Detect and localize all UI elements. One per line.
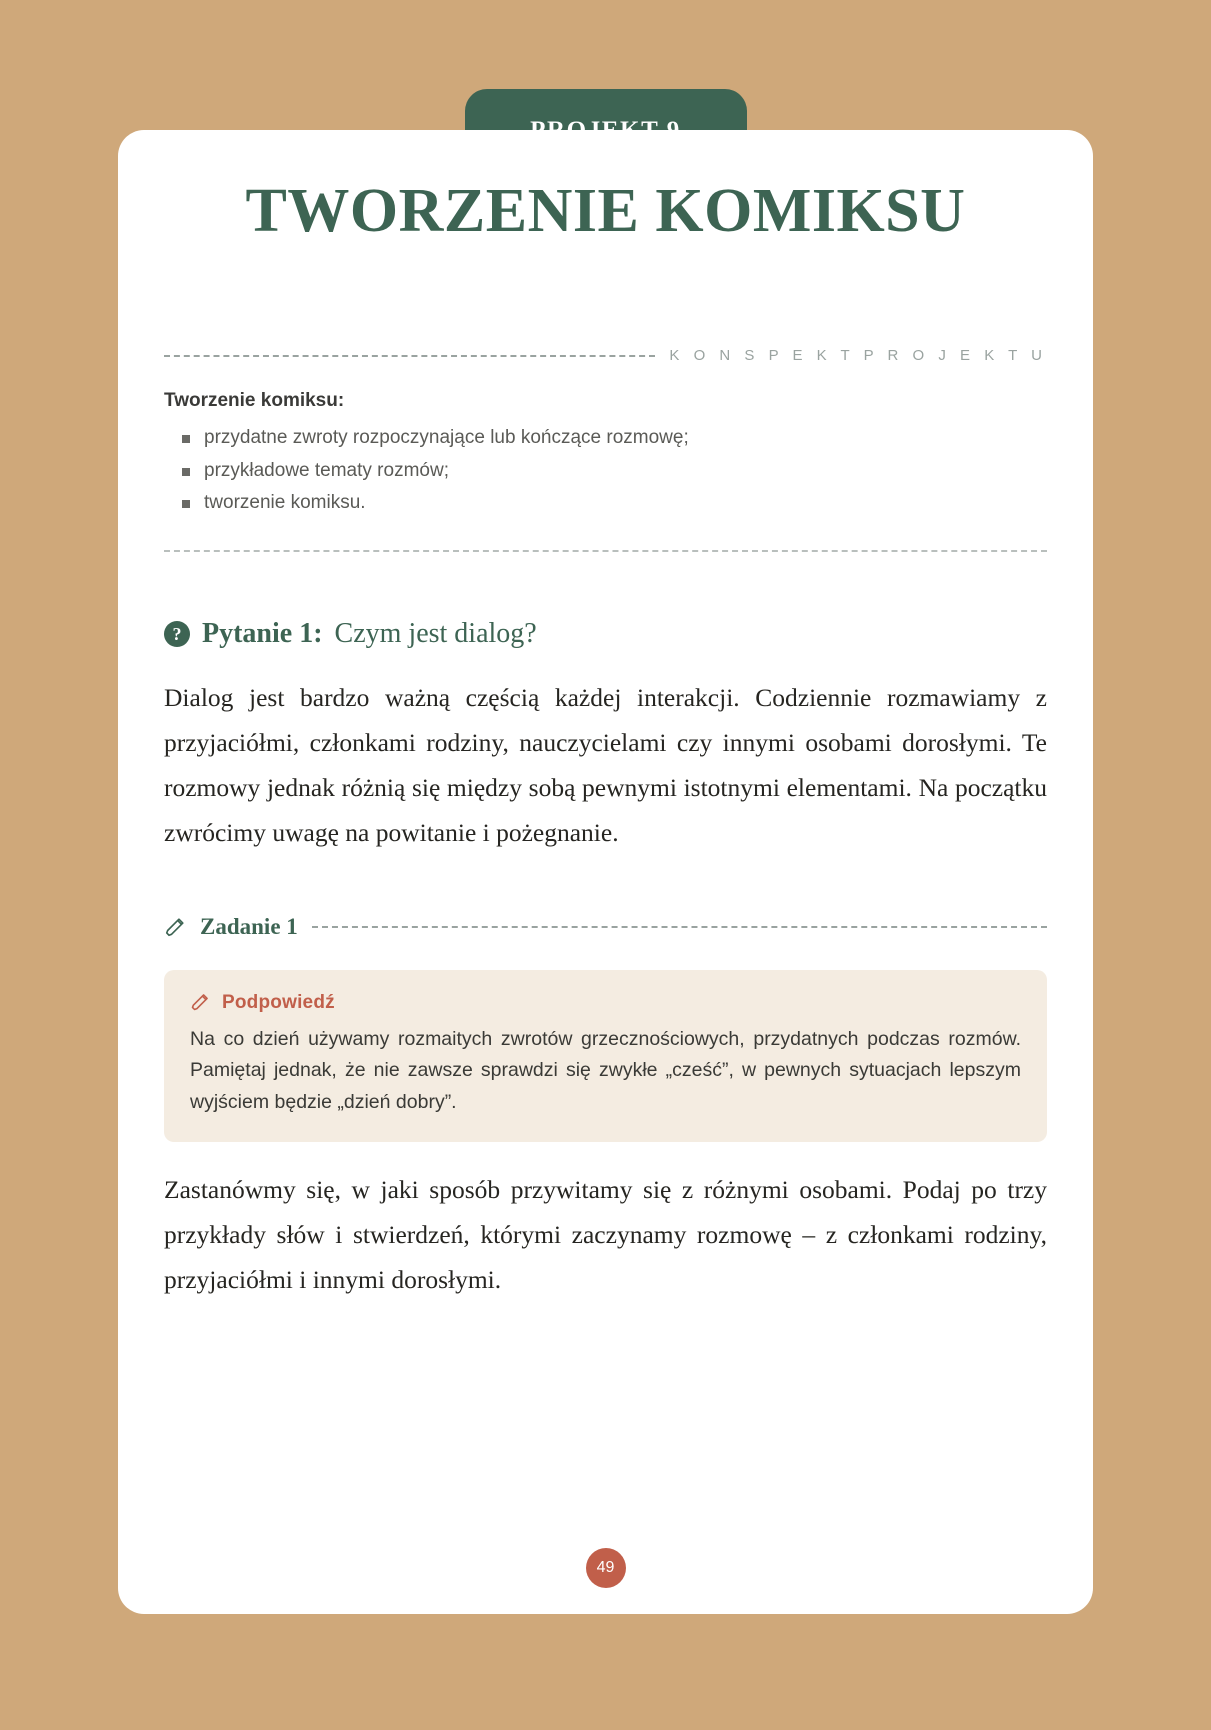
page-content xyxy=(164,130,1047,1303)
konspekt-label: K O N S P E K T P R O J E K T U xyxy=(669,347,1047,364)
page-title: TWORZENIE KOMIKSU xyxy=(245,177,966,245)
question-label: Pytanie 1: xyxy=(202,618,323,650)
task-label: Zadanie 1 xyxy=(200,913,298,939)
konspekt-divider-row xyxy=(164,347,1047,364)
question-mark-icon: ? xyxy=(164,621,190,647)
task-heading-row xyxy=(164,914,1047,940)
konspekt-heading: Tworzenie komiksu: xyxy=(164,390,345,411)
hint-body: Na co dzień używamy rozmaitych zwrotów grzecznościowych, przydatnych podczas rozmów. Pamiętaj jednak, że nie zawsze sprawdzi się zwykłe „cześć”, w pewnych sytuacjach lepszym wyjściem będzie „dzień dobry”. xyxy=(190,1027,1021,1113)
question-text: Czym jest dialog? xyxy=(334,618,537,650)
divider-dashed-task xyxy=(312,926,1047,928)
page-sheet xyxy=(118,130,1093,1614)
hint-title: Podpowiedź xyxy=(222,991,335,1013)
hint-box xyxy=(164,970,1047,1143)
task-intro-paragraph: Zastanówmy się, w jaki sposób przywitamy się z różnymi osobami. Podaj po trzy przykłady słów i stwierdzeń, którymi zaczynamy rozmowę – z członkami rodziny, przyjaciółmi i innymi dorosłymi. xyxy=(164,1175,1047,1294)
pencil-icon xyxy=(190,992,212,1014)
divider-dashed-full xyxy=(164,550,1047,552)
list-item: przykładowe tematy rozmów; xyxy=(204,455,1047,488)
question-heading xyxy=(164,618,1047,650)
intro-paragraph: Dialog jest bardzo ważną częścią każdej interakcji. Codziennie rozmawiamy z przyjaciółmi, członkami rodziny, nauczycielami czy innymi osobami dorosłymi. Te rozmowy jednak różnią się między sobą pewnymi istotnymi elementami. Na początku zwrócimy uwagę na powitanie i pożegnanie. xyxy=(164,683,1047,847)
divider-dashed-left xyxy=(164,355,655,357)
konspekt-list xyxy=(164,422,1047,520)
hint-header xyxy=(190,992,1021,1014)
pencil-icon xyxy=(164,916,186,938)
list-item: przydatne zwroty rozpoczynające lub kończące rozmowę; xyxy=(204,422,1047,455)
list-item: tworzenie komiksu. xyxy=(204,487,1047,520)
page-number-badge: 49 xyxy=(586,1548,626,1588)
